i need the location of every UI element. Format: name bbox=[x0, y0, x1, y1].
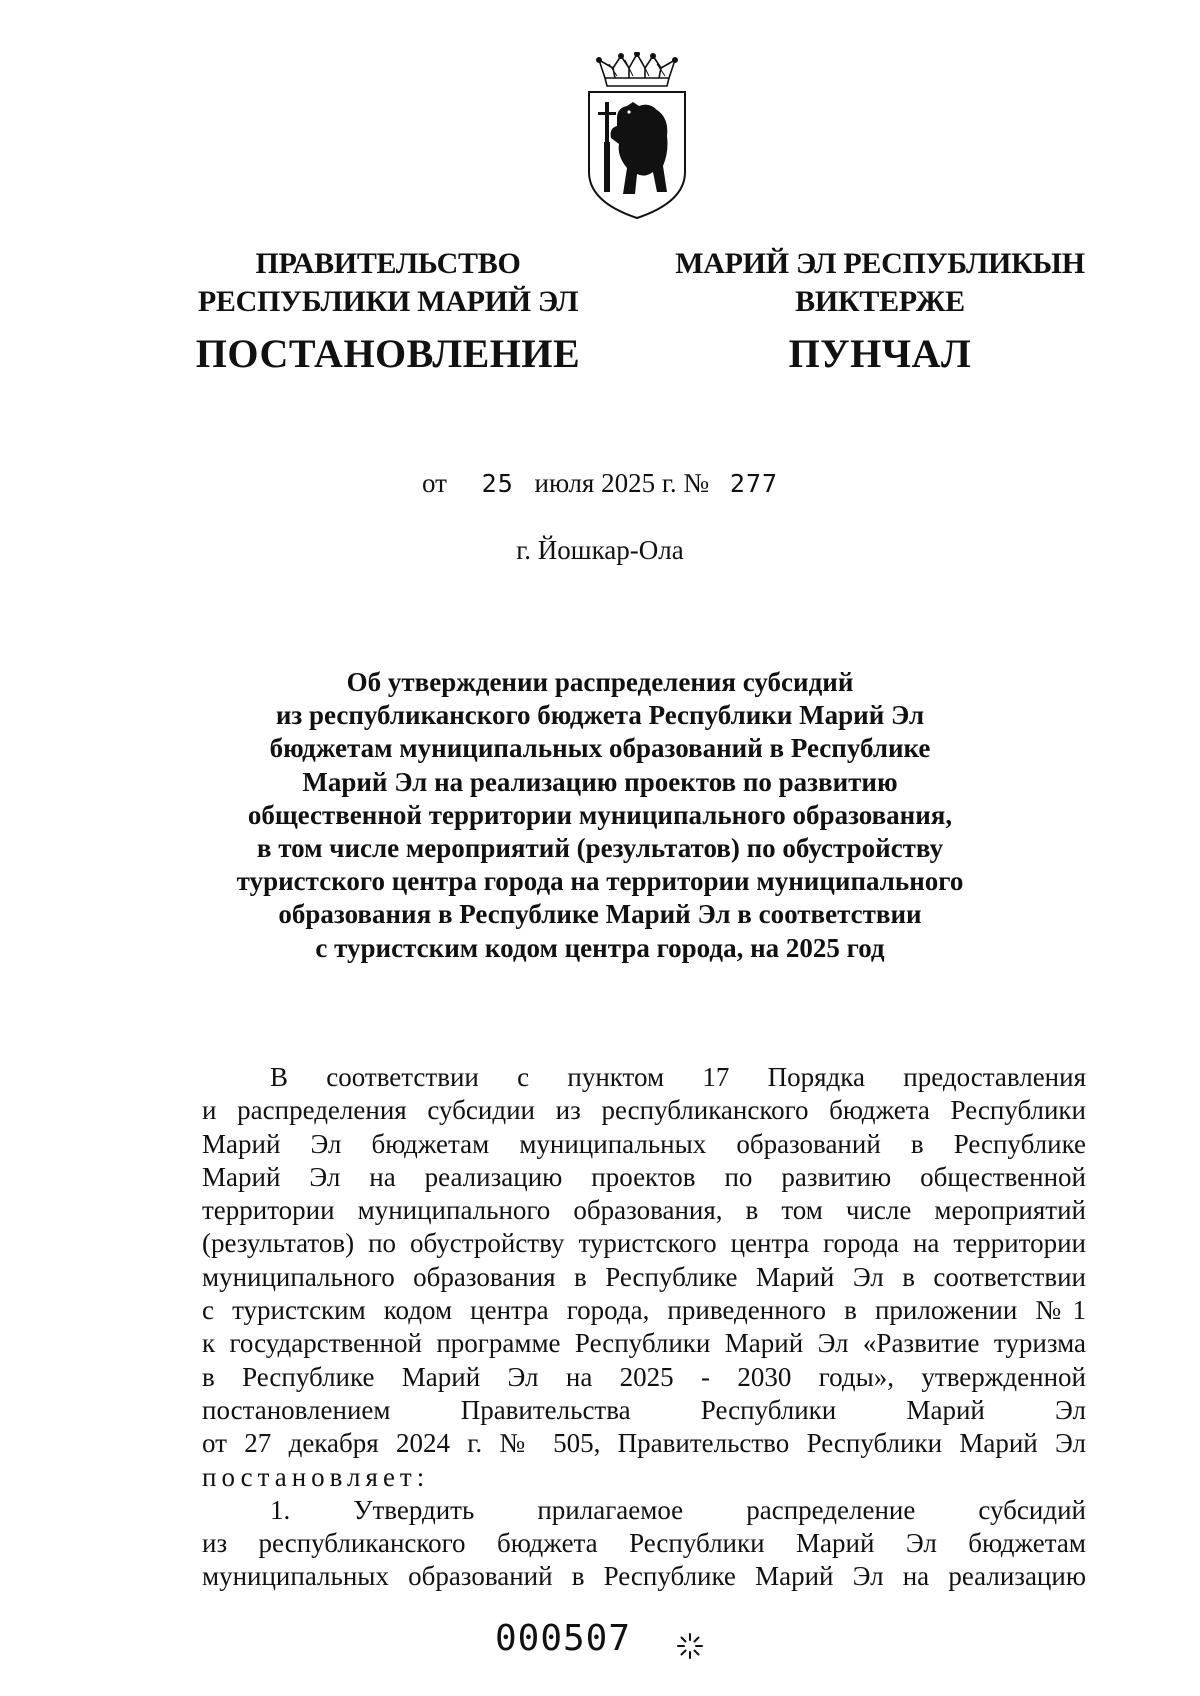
body-line: муниципальных образований в Республике Марий Эл на реализацию bbox=[202, 1561, 1086, 1592]
document-type-title: ПОСТАНОВЛЕНИЕ bbox=[195, 331, 581, 376]
title-line: Марий Эл на реализацию проектов по развитию bbox=[302, 766, 898, 797]
decree-number: 277 bbox=[729, 469, 779, 498]
body-line: к государственной программе Республики Марий Эл «Развитие туризма bbox=[202, 1328, 1086, 1359]
header-right bbox=[630, 245, 1130, 379]
resolution-word: постановляет: bbox=[202, 1461, 430, 1492]
body-line: с туристским кодом центра города, приведенного в приложении №1 bbox=[202, 1295, 1086, 1326]
title-line: из республиканского бюджета Республики Марий Эл bbox=[275, 700, 925, 731]
body-line: и распределения субсидии из республиканского бюджета Республики bbox=[202, 1095, 1086, 1126]
body-line: постановлением Правительства Республики Марий Эл bbox=[202, 1394, 1086, 1425]
title-line: общественной территории муниципального образования, bbox=[247, 799, 953, 830]
decree-date-line bbox=[0, 468, 1200, 499]
body-line: территории муниципального образования, в том числе мероприятий bbox=[202, 1195, 1086, 1226]
date-prefix: от bbox=[421, 468, 447, 498]
asterisk-ornament-icon bbox=[675, 1631, 705, 1661]
body-line: от 27 декабря 2024 г. № 505, Правительство Республики Марий Эл bbox=[202, 1428, 1086, 1459]
title-line: образования в Республике Марий Эл в соответствии bbox=[278, 899, 922, 930]
document-serial bbox=[0, 1618, 1200, 1661]
decree-month-year: июля 2025 г. № bbox=[534, 468, 710, 498]
header-left bbox=[138, 245, 638, 379]
government-title-line2: РЕСПУБЛИКИ МАРИЙ ЭЛ bbox=[197, 285, 579, 318]
government-title-mari-line2: ВИКТЕРЖЕ bbox=[795, 285, 965, 318]
title-line: бюджетам муниципальных образований в Республике bbox=[269, 733, 931, 764]
body-line: в Республике Марий Эл на 2025 - 2030 годы», утвержденной bbox=[202, 1361, 1086, 1392]
decree-day: 25 bbox=[481, 469, 514, 498]
document-type-title-mari: ПУНЧАЛ bbox=[788, 331, 972, 376]
title-line: с туристским кодом центра города, на 2025 год bbox=[315, 932, 885, 963]
body-line: Марий Эл на реализацию проектов по развитию общественной bbox=[202, 1161, 1086, 1192]
coat-of-arms-bear-icon bbox=[583, 52, 691, 220]
government-title-line1: ПРАВИТЕЛЬСТВО bbox=[255, 247, 521, 280]
body-line: муниципального образования в Республике Марий Эл в соответствии bbox=[202, 1261, 1086, 1292]
body-line: из республиканского бюджета Республики Марий Эл бюджетам bbox=[202, 1528, 1086, 1559]
body-line: В соответствии с пунктом 17 Порядка предоставления bbox=[270, 1062, 1086, 1092]
title-line: в том числе мероприятий (результатов) по обустройству bbox=[256, 833, 944, 864]
serial-number: 000507 bbox=[494, 1618, 632, 1659]
decree-body bbox=[202, 1061, 1086, 1594]
body-line: (результатов) по обустройству туристского центра города на территории bbox=[202, 1228, 1086, 1259]
decree-city: г. Йошкар-Ола bbox=[516, 535, 684, 565]
body-line: Марий Эл бюджетам муниципальных образований в Республике bbox=[202, 1128, 1086, 1159]
title-line: туристского центра города на территории муниципального bbox=[236, 866, 964, 897]
government-title-mari-line1: МАРИЙ ЭЛ РЕСПУБЛИКЫН bbox=[675, 247, 1085, 280]
title-line: Об утверждении распределения субсидий bbox=[346, 667, 854, 697]
body-line: 1. Утвердить прилагаемое распределение субсидий bbox=[270, 1494, 1086, 1525]
decree-title bbox=[180, 666, 1020, 965]
